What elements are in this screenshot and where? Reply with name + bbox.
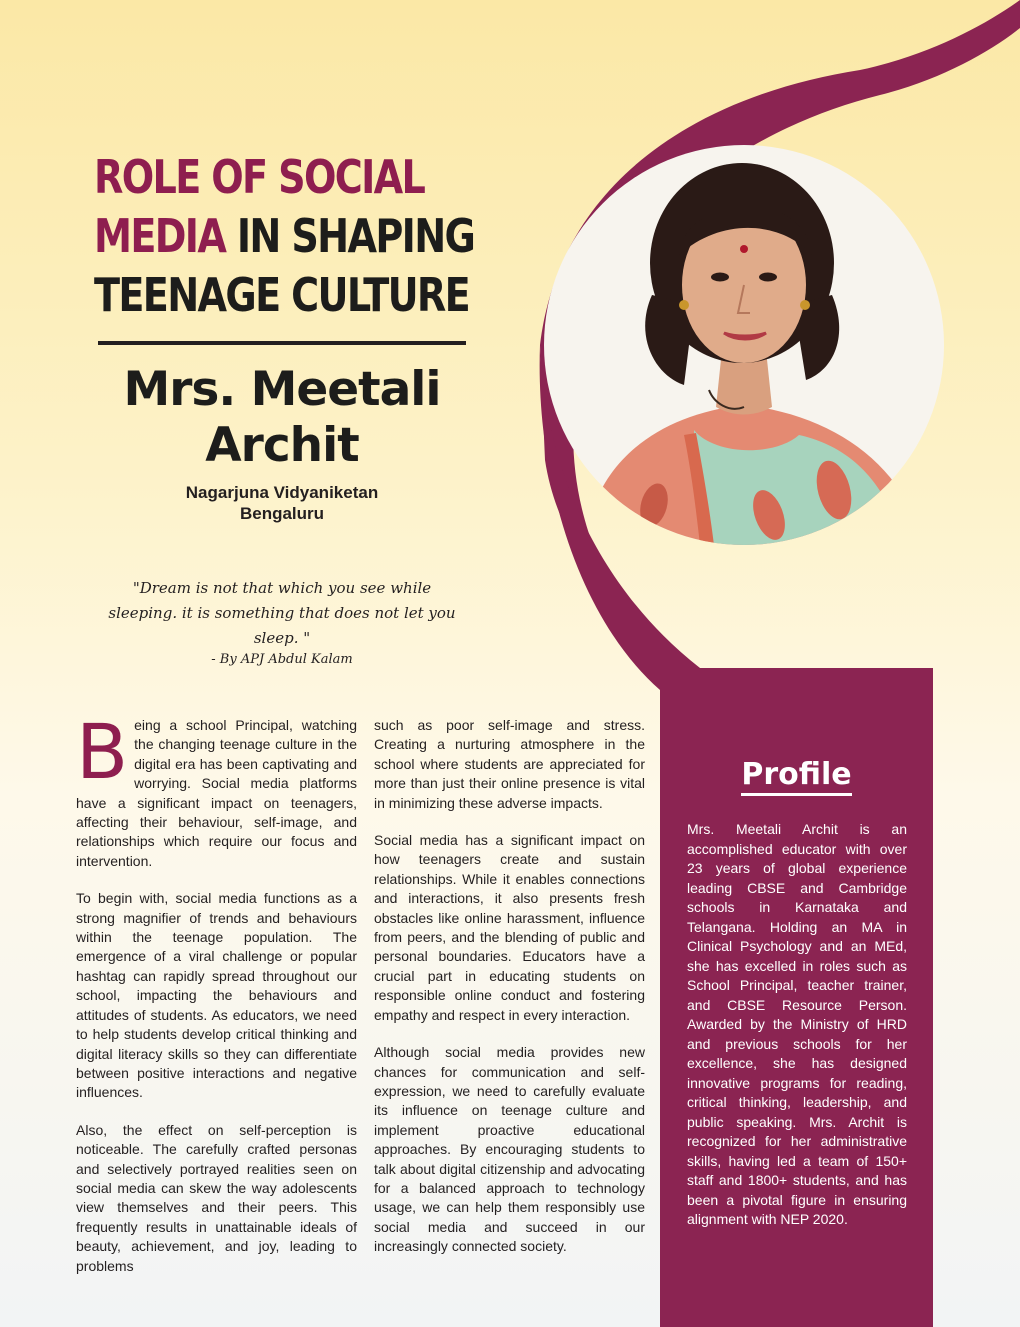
paragraph-1 bbox=[76, 707, 357, 871]
title-line-2-rest: IN SHAPING bbox=[225, 209, 475, 263]
article-column-2 bbox=[374, 716, 645, 1275]
author-name-line-1: Mrs. Meetali bbox=[123, 362, 441, 417]
profile-panel bbox=[660, 668, 933, 1327]
paragraph-2: To begin with, social media functions as a strong magnifier of trends and behaviours within the teenage population. The emergence of a viral challenge or popular hashtag can rapidly spread throughout our school, impacting the behaviours and attitudes of students. As educators, we need to help students develop critical thinking and digital literacy skills so they can differentiate between positive interactions and negative influences. bbox=[76, 890, 357, 1101]
author-city: Bengaluru bbox=[239, 504, 325, 523]
quote-attribution: - By APJ Abdul Kalam bbox=[211, 652, 353, 667]
title-divider bbox=[98, 341, 466, 345]
paragraph-6: Although social media provides new chances for communication and self-expression, we need to carefully evaluate its influence on teenage culture and implement proactive educational approaches. By encouraging students to talk about digital citizenship and advocating for a balanced approach to technology usage, we can help them responsibly use social media and succeed in our increasingly connected society. bbox=[374, 1044, 645, 1255]
author-name bbox=[98, 362, 466, 474]
quote-text: "Dream is not that which you see while sleeping. it is something that does not let you sleep. " bbox=[108, 579, 456, 647]
article-title bbox=[94, 148, 475, 325]
title-line-1: ROLE OF SOCIAL bbox=[94, 150, 425, 204]
author-school: Nagarjuna Vidyaniketan bbox=[185, 483, 379, 502]
paragraph-1-text: eing a school Principal, watching the changing teenage culture in the digital era has been captivating and worrying. Social media platforms have a significant impact on teenagers, affecting their behaviour, self-image, and relationships which require our focus and intervention. bbox=[76, 717, 357, 869]
title-line-3: TEENAGE CULTURE bbox=[94, 268, 470, 322]
author-portrait bbox=[544, 145, 944, 545]
article-column-1 bbox=[76, 707, 357, 1294]
author-affiliation bbox=[98, 482, 466, 524]
paragraph-3: Also, the effect on self-perception is noticeable. The carefully crafted personas and selectively portrayed realities seen on social media can skew the way adolescents view themselves and their peers. This frequently results in unattainable ideals of beauty, achievement, and joy, leading to problems bbox=[76, 1121, 357, 1274]
author-name-line-2: Archit bbox=[205, 418, 359, 473]
paragraph-5: Social media has a significant impact on how teenagers create and sustain relationships. While it enables connections and interactions, it also presents fresh obstacles like online harassment, influence from peers, and the blending of public and personal boundaries. Educators have a crucial part in educating students on responsible online conduct and fostering empathy and respect in every interaction. bbox=[374, 832, 645, 1023]
profile-heading bbox=[660, 758, 933, 792]
quote-block bbox=[100, 576, 464, 669]
title-accent-word: MEDIA bbox=[94, 209, 226, 263]
drop-cap: B bbox=[76, 707, 129, 796]
profile-heading-text: Profile bbox=[741, 757, 851, 796]
paragraph-4: such as poor self-image and stress. Creating a nurturing atmosphere in the school where students are appreciated for more than just their online presence is vital in minimizing these adverse impacts. bbox=[374, 717, 645, 811]
profile-text: Mrs. Meetali Archit is an accomplished educator with over 23 years of global experience leading CBSE and Cambridge schools in Karnataka and Telangana. Holding an MA in Clinical Psychology and an MEd, she has excelled in roles such as School Principal, teacher trainer, and CBSE Resource Person. Awarded by the Ministry of HRD and previous schools for her excellence, she has designed innovative programs for reading, critical thinking, leadership, and public speaking. Mrs. Archit is recognized for her administrative skills, having led a team of 150+ staff and 1800+ students, and has been a pivotal figure in ensuring alignment with NEP 2020. bbox=[687, 821, 907, 1227]
